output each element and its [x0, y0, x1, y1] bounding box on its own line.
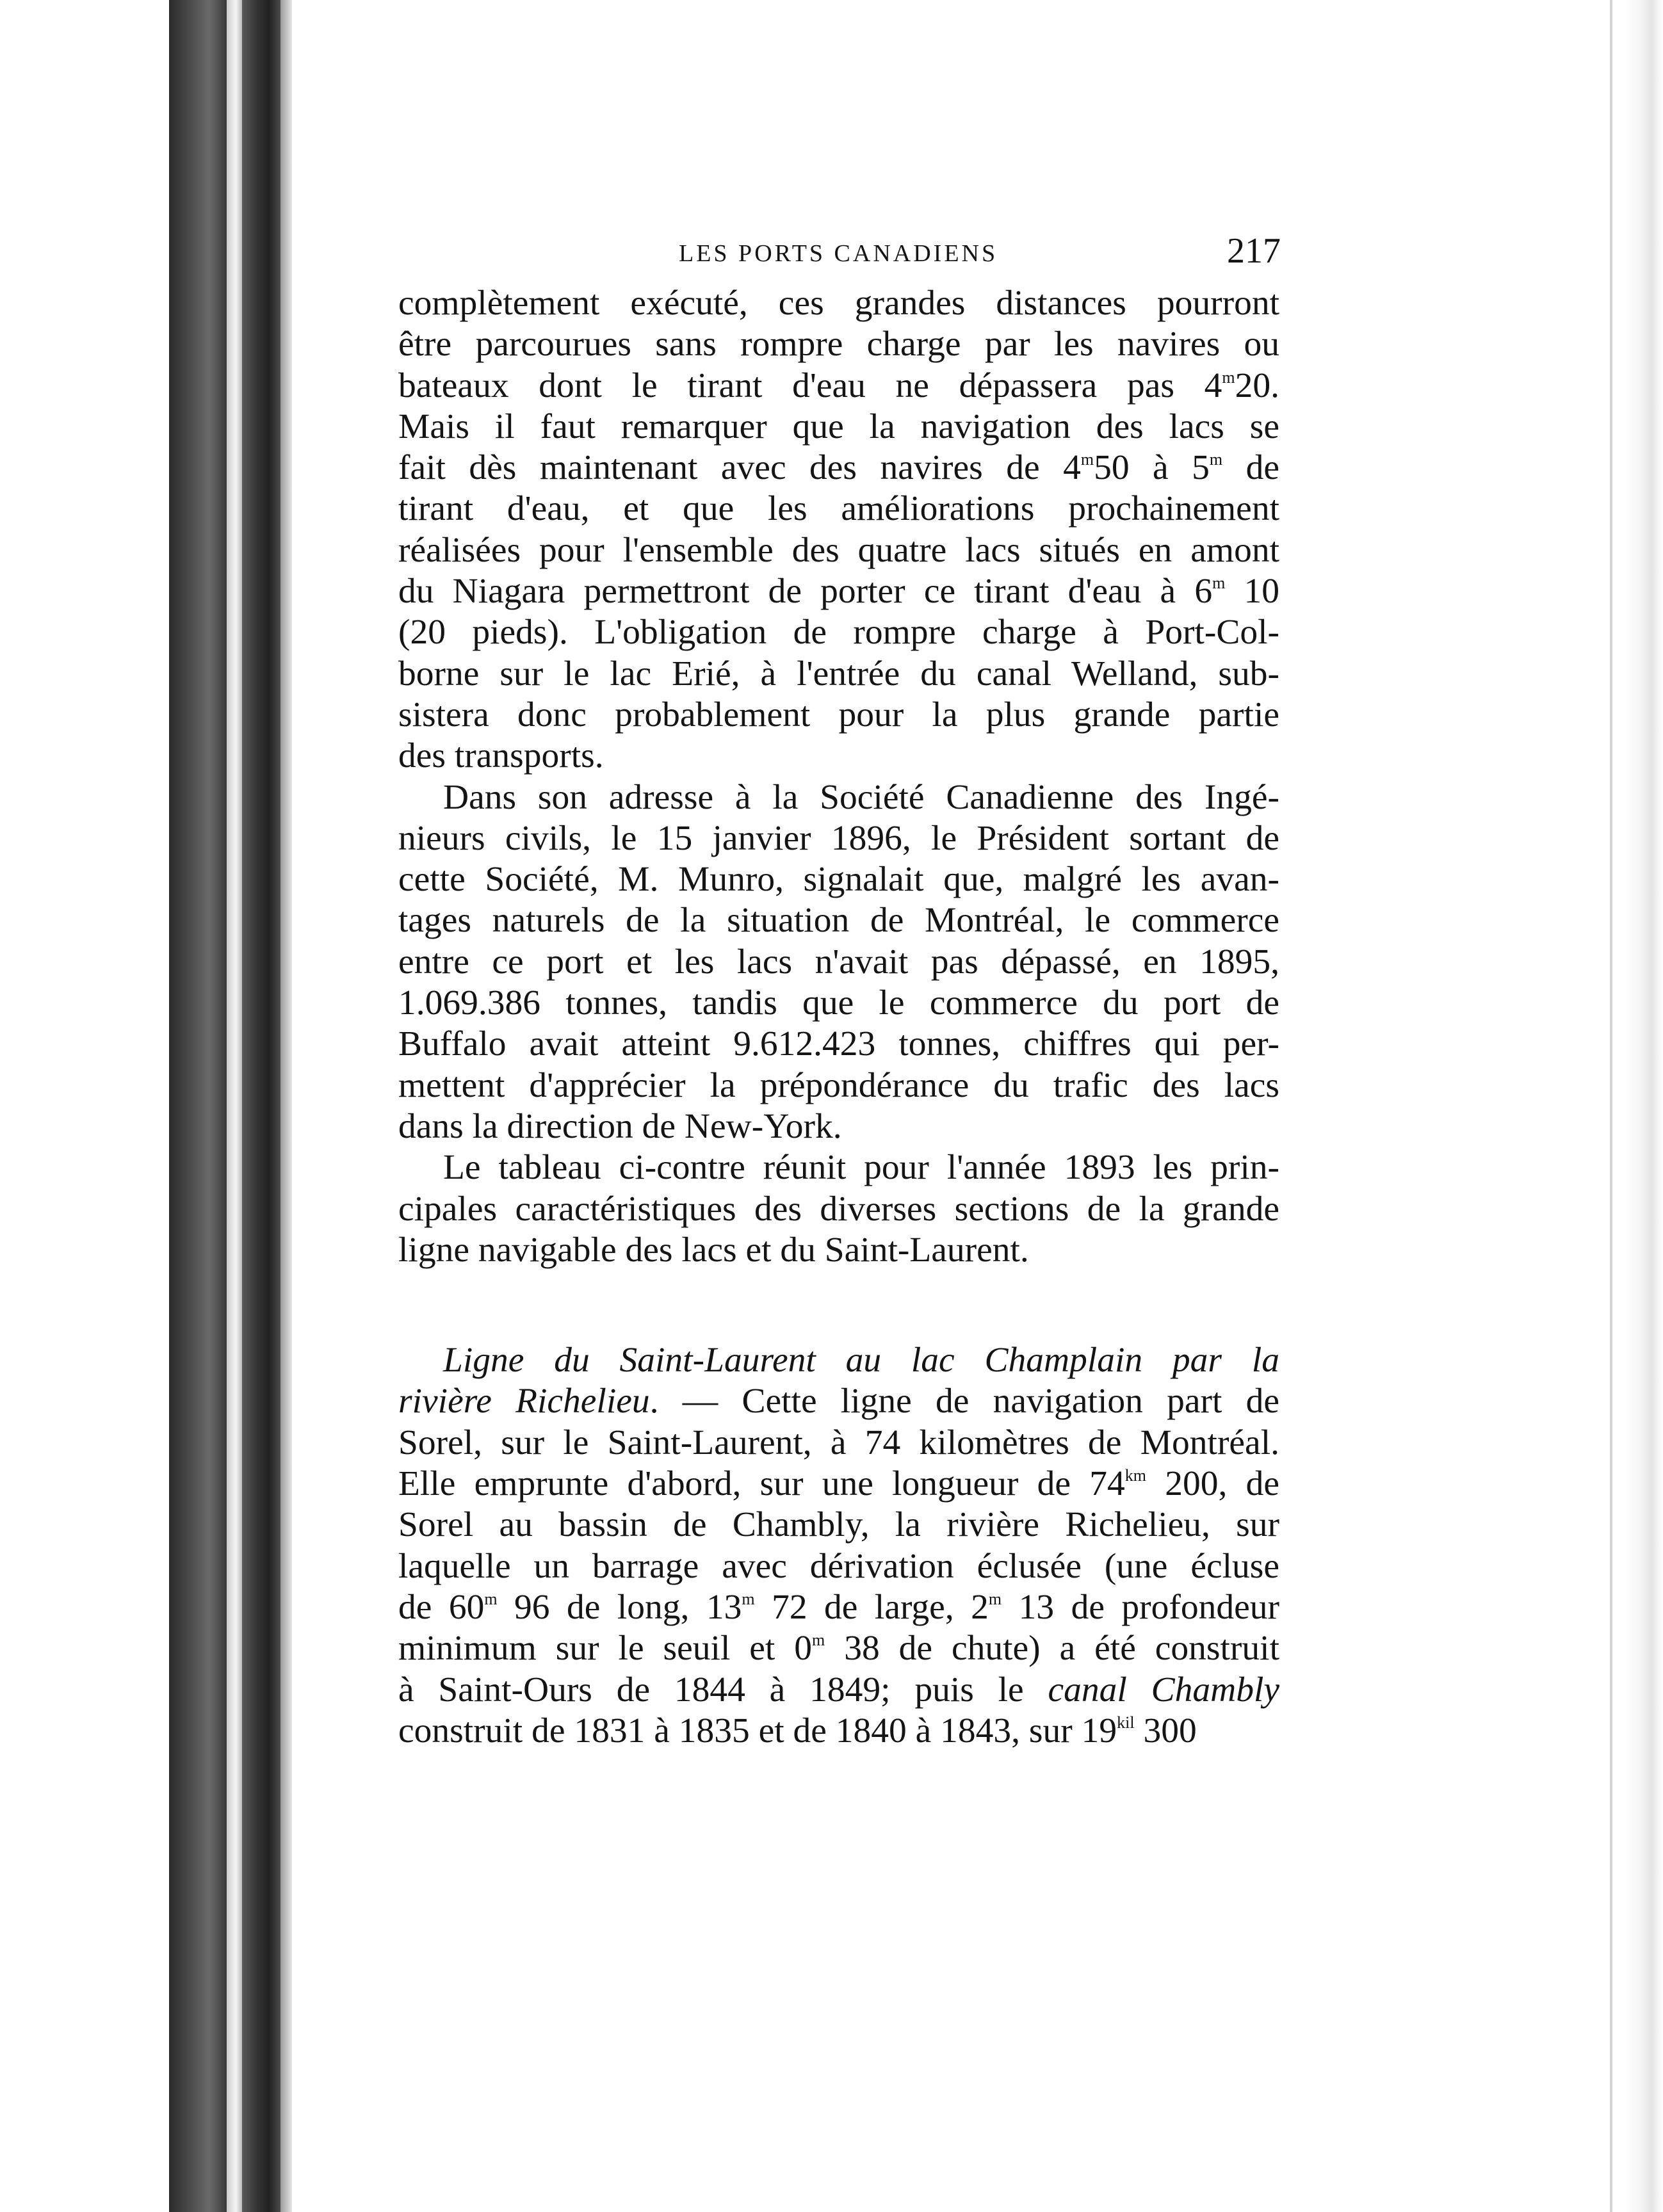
text-line: (20 pieds). L'obligation de rompre charge à Port-Col-: [398, 613, 1279, 652]
text-line: de 60$^m$ 96 de long, 13$^m$ 72 de large, 2$^m$ 13 de profondeur: [398, 1587, 1279, 1627]
text-line: fait dès maintenant avec des navires de 4$^m$50 à 5$^m$ de: [398, 448, 1279, 488]
body-text: [398, 283, 1279, 1752]
text-line: mettent d'apprécier la prépondérance du trafic des lacs: [398, 1065, 1279, 1105]
text-line: réalisées pour l'ensemble des quatre lacs situés en amont: [398, 530, 1279, 570]
book-spine-outer: [169, 0, 227, 2212]
text-line: bateaux dont le tirant d'eau ne dépassera pas 4$^m$20.: [398, 366, 1279, 405]
page-number: 217: [1227, 231, 1281, 271]
text-line: sistera donc probablement pour la plus grande partie: [398, 695, 1279, 734]
unit-superscript: m: [1212, 574, 1226, 593]
book-spine-gap: [227, 0, 242, 2212]
text-line: cipales caractéristiques des diverses sections de la grande: [398, 1189, 1279, 1229]
italic-text: canal Chambly: [1048, 1670, 1279, 1709]
text-line: Sorel, sur le Saint-Laurent, à 74 kilomètres de Montréal.: [398, 1423, 1279, 1462]
text-line: cette Société, M. Munro, signalait que, malgré les avan-: [398, 860, 1279, 900]
text-line: minimum sur le seuil et 0$^m$ 38 de chute) a été construit: [398, 1629, 1279, 1668]
text-line: construit de 1831 à 1835 et de 1840 à 1843, sur $19^{kil}$ 300: [398, 1711, 1197, 1750]
paragraph: [398, 1340, 1279, 1752]
text-line: rivière Richelieu. — Cette ligne de navigation part de: [398, 1382, 1279, 1421]
page-gutter-edge: [280, 0, 292, 2212]
text-line: borne sur le lac Erié, à l'entrée du canal Welland, sub-: [398, 654, 1279, 693]
italic-text: Ligne du Saint-Laurent au lac Champlain par la: [443, 1341, 1279, 1380]
text-line: laquelle un barrage avec dérivation éclusée (une écluse: [398, 1546, 1279, 1586]
text-line: Elle emprunte d'abord, sur une longueur de $74^{km}$ 200, de: [398, 1464, 1279, 1504]
text-line: tirant d'eau, et que les améliorations prochainement: [398, 489, 1279, 529]
italic-text: rivière Richelieu: [398, 1382, 650, 1421]
text-line: Dans son adresse à la Société Canadienne des Ingé-: [443, 777, 1279, 817]
page-right-border: [1610, 0, 1612, 2212]
text-line: ligne navigable des lacs et du Saint-Laurent.: [398, 1230, 1029, 1270]
text-line: des transports.: [398, 736, 604, 776]
unit-superscript: m: [1209, 450, 1223, 469]
unit-superscript: m: [812, 1631, 825, 1650]
text-line: Mais il faut remarquer que la navigation des lacs se: [398, 407, 1279, 446]
text-line: nieurs civils, le 15 janvier 1896, le Président sortant de: [398, 818, 1279, 858]
text-line: dans la direction de New-York.: [398, 1106, 842, 1146]
text-line: être parcourues sans rompre charge par les navires ou: [398, 325, 1279, 364]
unit-superscript: m: [1222, 367, 1235, 387]
paragraph: [398, 283, 1279, 777]
text-line: à Saint-Ours de 1844 à 1849; puis le canal Chambly: [398, 1670, 1279, 1709]
unit-superscript: m: [1080, 450, 1094, 469]
scan-right-margin: [1625, 0, 1663, 2212]
running-head: [679, 230, 1281, 275]
text-line: du Niagara permettront de porter ce tirant d'eau à 6$^m$ 10: [398, 572, 1279, 611]
text-line: Sorel au bassin de Chambly, la rivière Richelieu, sur: [398, 1505, 1279, 1545]
unit-superscript: m: [742, 1589, 755, 1608]
text-line: [398, 1340, 1279, 1381]
text-line: Buffalo avait atteint 9.612.423 tonnes, chiffres qui per-: [398, 1024, 1279, 1064]
book-spine-inner: [242, 0, 280, 2212]
unit-superscript: kil: [1117, 1713, 1135, 1732]
unit-superscript: m: [988, 1589, 1002, 1608]
text-line: 1.069.386 tonnes, tandis que le commerce du port de: [398, 983, 1279, 1023]
running-title: LES PORTS CANADIENS: [679, 240, 998, 267]
section-gap: [398, 1271, 1279, 1340]
paragraph: [398, 1147, 1279, 1271]
paragraph: [398, 777, 1279, 1148]
unit-superscript: m: [484, 1589, 498, 1608]
text-line: complètement exécuté, ces grandes distances pourront: [398, 284, 1279, 323]
text-line: entre ce port et les lacs n'avait pas dépassé, en 1895,: [398, 942, 1279, 981]
text-line: Le tableau ci-contre réunit pour l'année 1893 les prin-: [443, 1148, 1279, 1188]
text-line: tages naturels de la situation de Montréal, le commerce: [398, 901, 1279, 941]
unit-superscript: km: [1124, 1466, 1146, 1485]
